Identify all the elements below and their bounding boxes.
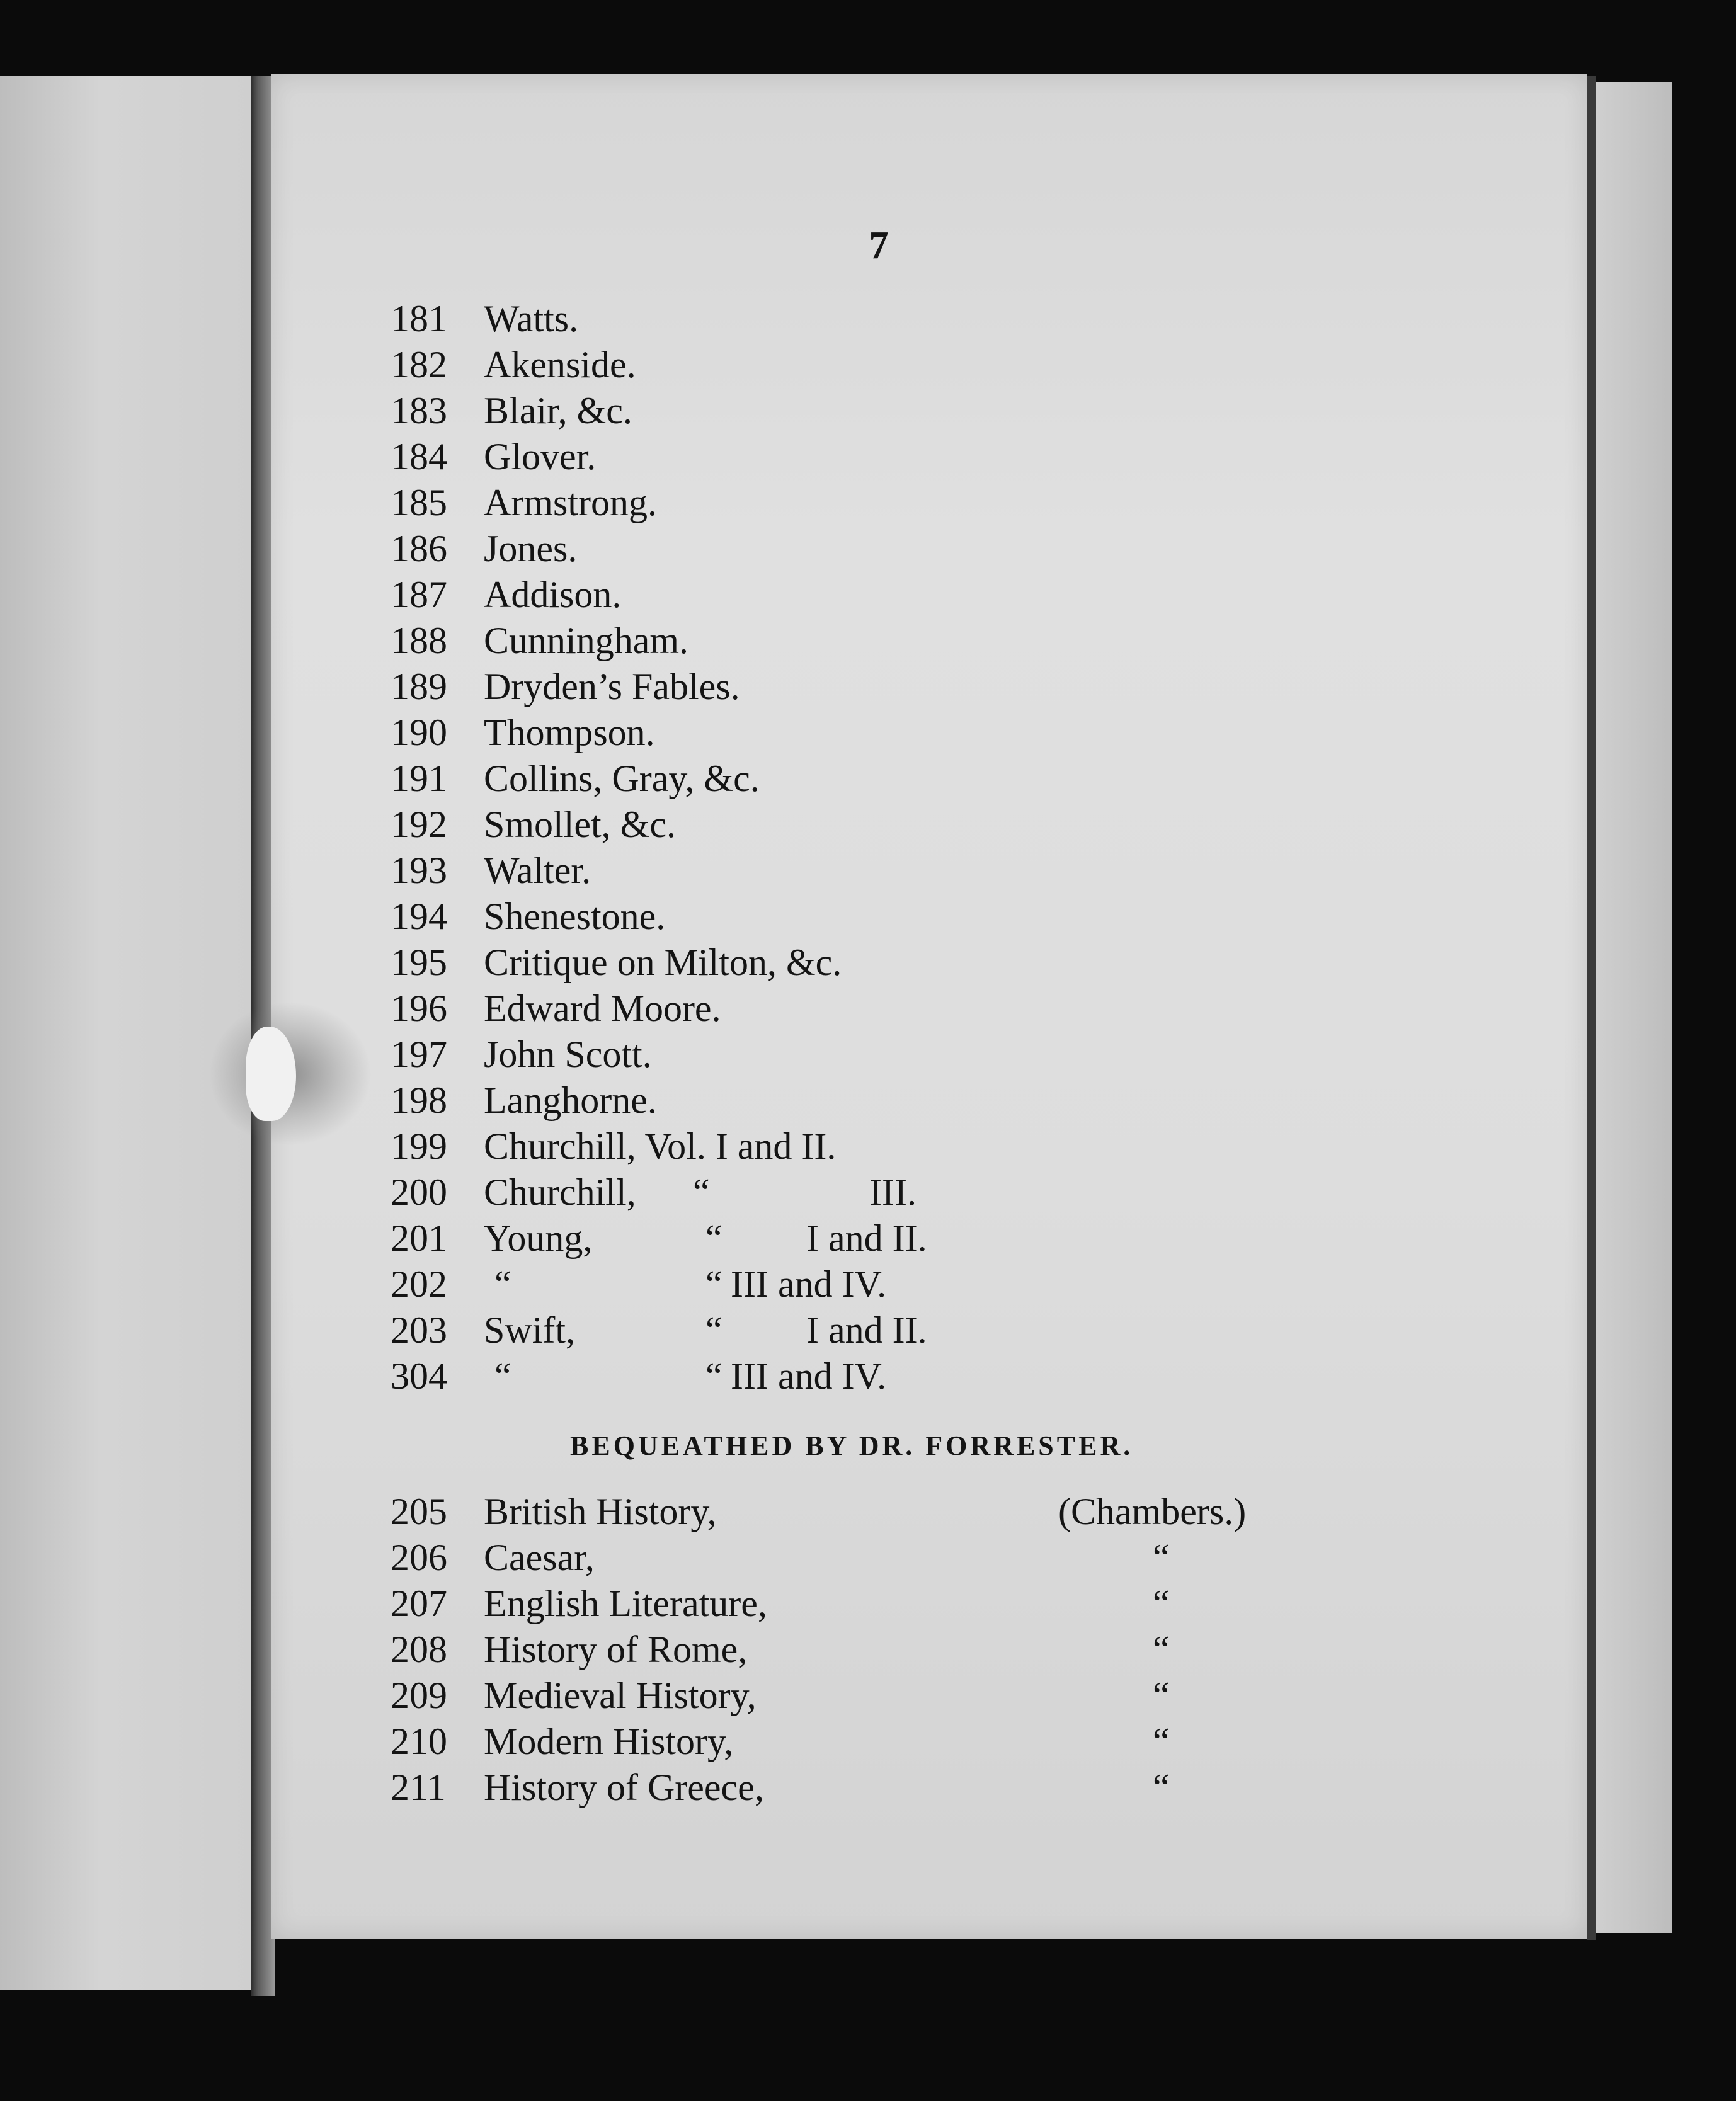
- item-number: 304: [391, 1355, 447, 1397]
- item-title: Critique on Milton, &c.: [484, 942, 842, 983]
- item-number: 201: [391, 1217, 447, 1259]
- list-item: [391, 986, 1524, 1031]
- item-title: Glover.: [484, 436, 597, 477]
- list-item: [391, 572, 1524, 617]
- item-title: Smollet, &c.: [484, 804, 676, 845]
- list-item: [391, 710, 1524, 755]
- list-item: [391, 802, 1524, 847]
- item-number: 211: [391, 1767, 446, 1808]
- item-title: Churchill,: [484, 1171, 636, 1213]
- list-item: [391, 618, 1524, 663]
- item-source: (Chambers.): [1058, 1491, 1247, 1532]
- item-source: “: [1153, 1629, 1170, 1670]
- item-number: 187: [391, 574, 447, 615]
- item-title: John Scott.: [484, 1033, 652, 1075]
- item-number: 184: [391, 436, 447, 477]
- list-item: [391, 296, 1524, 341]
- item-number: 199: [391, 1125, 447, 1167]
- list-item: [391, 756, 1524, 801]
- item-number: 205: [391, 1491, 447, 1532]
- item-number: 198: [391, 1079, 447, 1121]
- item-number: 188: [391, 620, 447, 661]
- item-number: 189: [391, 666, 447, 707]
- list-item: [391, 526, 1524, 571]
- list-item: [391, 848, 1524, 893]
- list-item: [391, 1307, 1524, 1353]
- list-item: [391, 1581, 1524, 1626]
- item-title: Medieval History,: [484, 1675, 757, 1716]
- list-item: [391, 480, 1524, 525]
- page-number: 7: [869, 224, 889, 267]
- item-number: 206: [391, 1537, 447, 1578]
- item-title: Churchill, Vol. I and II.: [484, 1125, 837, 1167]
- item-title: Akenside.: [484, 344, 636, 385]
- item-title: Addison.: [484, 574, 622, 615]
- item-title: Dryden’s Fables.: [484, 666, 740, 707]
- item-number: 182: [391, 344, 447, 385]
- item-volume: III and IV.: [731, 1355, 887, 1397]
- item-volume: III and IV.: [731, 1263, 887, 1305]
- item-number: 192: [391, 804, 447, 845]
- item-number: 210: [391, 1721, 447, 1762]
- list-item: [391, 1353, 1524, 1399]
- item-volume: I and II.: [806, 1309, 927, 1351]
- item-title: Cunningham.: [484, 620, 688, 661]
- item-number: 183: [391, 390, 447, 431]
- item-number: 200: [391, 1171, 447, 1213]
- list-item: [391, 1765, 1524, 1810]
- item-title: British History,: [484, 1491, 717, 1532]
- list-item: [391, 894, 1524, 939]
- list-item: [391, 664, 1524, 709]
- item-title: History of Rome,: [484, 1629, 748, 1670]
- item-number: 195: [391, 942, 447, 983]
- ditto-mark: “: [705, 1217, 722, 1259]
- list-item: [391, 1719, 1524, 1764]
- ditto-mark: “: [705, 1355, 722, 1397]
- item-number: 202: [391, 1263, 447, 1305]
- item-title: Armstrong.: [484, 482, 657, 523]
- item-title: “: [494, 1355, 511, 1397]
- list-item: [391, 1261, 1524, 1307]
- item-title: History of Greece,: [484, 1767, 764, 1808]
- item-number: 208: [391, 1629, 447, 1670]
- list-item: [391, 940, 1524, 985]
- item-volume: III.: [869, 1171, 917, 1213]
- item-number: 185: [391, 482, 447, 523]
- list-item: [391, 1673, 1524, 1718]
- section-heading: BEQUEATHED BY DR. FORRESTER.: [570, 1430, 1134, 1461]
- ditto-mark: “: [705, 1263, 722, 1305]
- list-item: [391, 388, 1524, 433]
- item-source: “: [1153, 1537, 1170, 1578]
- item-number: 209: [391, 1675, 447, 1716]
- item-number: 207: [391, 1583, 447, 1624]
- list-item: [391, 1535, 1524, 1580]
- item-number: 194: [391, 896, 447, 937]
- item-number: 193: [391, 850, 447, 891]
- item-title: Young,: [484, 1217, 593, 1259]
- list-item: [391, 1170, 1524, 1215]
- item-title: Swift,: [484, 1309, 576, 1351]
- item-number: 191: [391, 758, 447, 799]
- list-item: [391, 1078, 1524, 1123]
- ditto-mark: “: [693, 1171, 710, 1213]
- list-item: [391, 1124, 1524, 1169]
- list-item: [391, 1032, 1524, 1077]
- item-volume: I and II.: [806, 1217, 927, 1259]
- list-item: [391, 342, 1524, 387]
- item-source: “: [1153, 1583, 1170, 1624]
- item-number: 197: [391, 1033, 447, 1075]
- item-title: Watts.: [484, 298, 579, 339]
- list-item: [391, 434, 1524, 479]
- item-source: “: [1153, 1721, 1170, 1762]
- item-title: English Literature,: [484, 1583, 767, 1624]
- item-title: Walter.: [484, 850, 591, 891]
- item-title: Modern History,: [484, 1721, 734, 1762]
- item-title: Thompson.: [484, 712, 655, 753]
- item-title: Collins, Gray, &c.: [484, 758, 760, 799]
- list-item: [391, 1627, 1524, 1672]
- list-item: [391, 1216, 1524, 1261]
- item-title: Jones.: [484, 528, 578, 569]
- item-title: Edward Moore.: [484, 988, 721, 1029]
- item-title: Caesar,: [484, 1537, 595, 1578]
- item-title: Blair, &c.: [484, 390, 632, 431]
- list-item: [391, 1489, 1524, 1534]
- item-title: Langhorne.: [484, 1079, 657, 1121]
- item-source: “: [1153, 1675, 1170, 1716]
- item-number: 196: [391, 988, 447, 1029]
- item-number: 186: [391, 528, 447, 569]
- item-title: “: [494, 1263, 511, 1305]
- item-number: 203: [391, 1309, 447, 1351]
- ditto-mark: “: [705, 1309, 722, 1351]
- item-number: 190: [391, 712, 447, 753]
- item-number: 181: [391, 298, 447, 339]
- item-source: “: [1153, 1767, 1170, 1808]
- item-title: Shenestone.: [484, 896, 666, 937]
